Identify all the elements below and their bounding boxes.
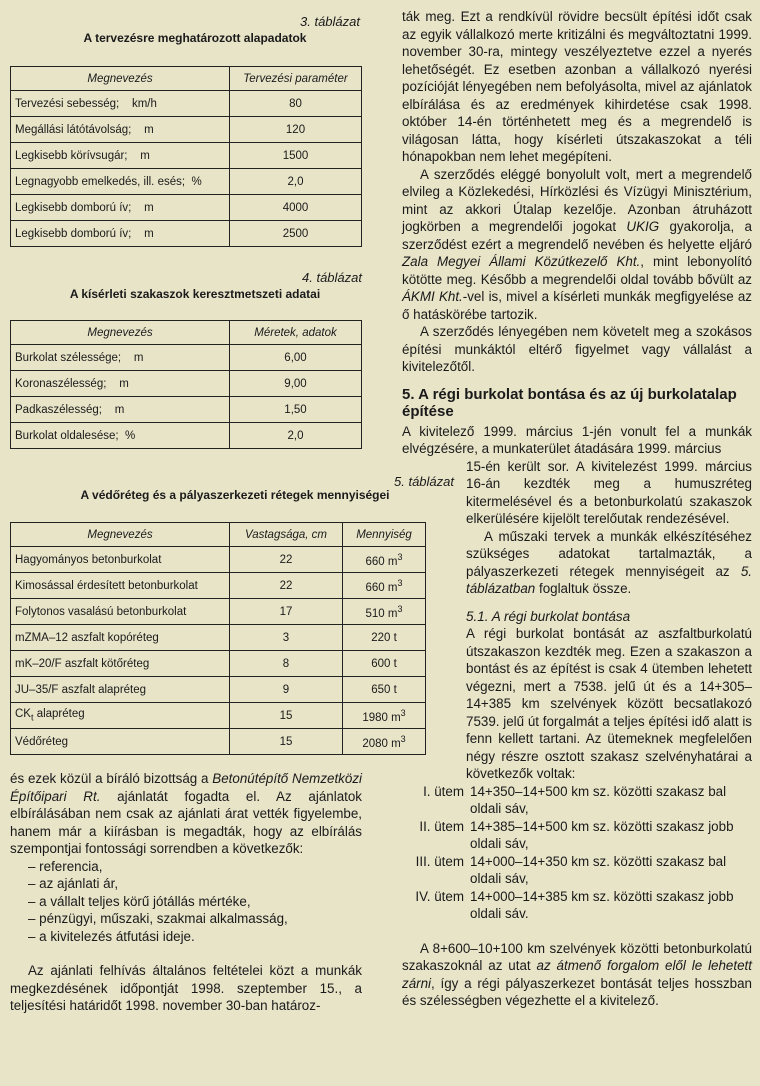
table-row	[11, 221, 362, 247]
table-cell: Védőréteg	[11, 729, 230, 755]
table-cell: 510 $m^3$	[343, 599, 426, 625]
table4-header: Megnevezés	[11, 321, 230, 345]
table-cell: 15	[230, 729, 343, 755]
table-row	[11, 397, 362, 423]
table-row	[11, 91, 362, 117]
table4-header-row	[11, 321, 362, 345]
table-cell: Koronaszélesség; m	[11, 371, 230, 397]
table-cell: 650 t	[343, 677, 426, 703]
table-cell: 2,0	[230, 169, 362, 195]
table3-title: A tervezésre meghatározott alapadatok	[83, 31, 307, 45]
table-cell: 1,50	[230, 397, 362, 423]
table4-number: 4. táblázat	[302, 270, 362, 285]
paragraph: 15-én került sor. A kivitelezést 1999. március 16-án kezdték meg a humuszréteg kitermelésével és a betonburkolatú szakaszok elkerülésére kijelölt terelőutak rendezésével.	[466, 458, 752, 526]
table-cell: 22	[230, 573, 343, 599]
table4	[10, 320, 362, 449]
table-row	[11, 651, 426, 677]
table5	[10, 522, 426, 755]
right-column-text	[402, 8, 752, 1010]
table-row	[11, 371, 362, 397]
table-cell: 1980 $m^3$	[343, 703, 426, 729]
table-cell: 22	[230, 547, 343, 573]
table3-header: Tervezési paraméter	[230, 67, 362, 91]
table-row	[11, 599, 426, 625]
section-heading: 5. A régi burkolat bontása és az új burkolatalap építése	[402, 385, 737, 420]
paragraph: ták meg. Ezt a rendkívül rövidre becsült építési időt csak az egyik vállalkozó merte kritizálni és megváltoztatni 1999. november 30-ra, mintegy veszélyeztetve ezzel a nyerés lehetőségét. Ez esetben azonban a vállalkozó nyerési pozícióját lényegében nem befolyásolta, mivel az ajánlatok elbírálása és az eredmények kihirdetése csak 1998. október 14-én történhetett meg és a megrendelő is világosan látta, hogy kísérleti útszakaszokat a téli hónapokban nem lehet megépíteni.	[402, 9, 752, 164]
table5-number: 5. táblázat	[394, 474, 454, 489]
table-cell: 600 t	[343, 651, 426, 677]
table5-header: Mennyiség	[343, 523, 426, 547]
table-cell: 3	[230, 625, 343, 651]
stage-item: IV. ütem 14+000–14+385 km sz. közötti szakasz jobb oldali sáv.	[415, 888, 734, 921]
table-cell: 2,0	[230, 423, 362, 449]
table-cell: 660 $m^3$	[343, 547, 426, 573]
table-row	[11, 703, 426, 729]
table-cell: Kimosással érdesített betonburkolat	[11, 573, 230, 599]
table5-title: A védőréteg és a pályaszerkezeti rétegek mennyiségei	[80, 488, 390, 502]
table-cell: Legkisebb domború ív; m	[11, 195, 230, 221]
list-item: – pénzügyi, műszaki, szakmai alkalmasság,	[28, 911, 288, 926]
table-cell: Hagyományos betonburkolat	[11, 547, 230, 573]
table-cell: Burkolat szélessége; m	[11, 345, 230, 371]
table4-header: Méretek, adatok	[230, 321, 362, 345]
table-cell: $CK_t$ alapréteg	[11, 703, 230, 729]
table-cell: mZMA–12 aszfalt kopóréteg	[11, 625, 230, 651]
table-cell: 17	[230, 599, 343, 625]
table5-header: Vastagsága, cm	[230, 523, 343, 547]
table-cell: 2500	[230, 221, 362, 247]
table3-header-row	[11, 67, 362, 91]
table4-title: A kísérleti szakaszok keresztmetszeti adatai	[69, 287, 321, 301]
table-cell: 9,00	[230, 371, 362, 397]
table-cell: 1500	[230, 143, 362, 169]
paragraph: A kivitelező 1999. március 1-jén vonult fel a munkák elvégzésére, a munkaterület átadására 1999. március	[402, 423, 752, 456]
stage-item: II. ütem 14+385–14+500 km sz. közötti szakasz jobb oldali sáv,	[419, 818, 734, 851]
table-cell: Legkisebb körívsugár; m	[11, 143, 230, 169]
table-cell: Tervezési sebesség; km/h	[11, 91, 230, 117]
table5-header-row	[11, 523, 426, 547]
table-row	[11, 423, 362, 449]
list-item: – referencia,	[28, 858, 103, 874]
table-row	[11, 345, 362, 371]
subsection-heading: 5.1. A régi burkolat bontása	[466, 608, 631, 624]
left-column-text	[10, 770, 362, 1015]
paragraph: Az ajánlati felhívás általános feltételei közt a munkák megkezdésének időpontját 1998. szeptember 15., a teljesítési határidőt 1998. november 30-ban határoz-	[10, 963, 362, 1013]
table-cell: Legkisebb domború ív; m	[11, 221, 230, 247]
table-row	[11, 117, 362, 143]
table-cell: Megállási látótávolság; m	[11, 117, 230, 143]
table-cell: 15	[230, 703, 343, 729]
table-cell: 80	[230, 91, 362, 117]
stage-item: I. ütem 14+350–14+500 km sz. közötti szakasz bal oldali sáv,	[423, 783, 727, 816]
table3-number: 3. táblázat	[300, 14, 360, 29]
table3	[10, 66, 362, 247]
table-row	[11, 625, 426, 651]
table-cell: JU–35/F aszfalt alapréteg	[11, 677, 230, 703]
table-row	[11, 729, 426, 755]
table3-header: Megnevezés	[11, 67, 230, 91]
table-cell: Burkolat oldalesése; %	[11, 423, 230, 449]
table-cell: 4000	[230, 195, 362, 221]
paragraph: A szerződés lényegében nem követelt meg a szokásos építési munkáktól eltérő figyelmet vagy vállalást a kivitelezőtől.	[402, 324, 752, 374]
table-cell: Padkaszélesség; m	[11, 397, 230, 423]
stage-item: III. ütem 14+000–14+350 km sz. közötti szakasz bal oldali sáv,	[415, 853, 727, 886]
table-cell: mK–20/F aszfalt kötőréteg	[11, 651, 230, 677]
criteria-list	[10, 858, 362, 946]
table5-header: Megnevezés	[11, 523, 230, 547]
table-cell: 6,00	[230, 345, 362, 371]
list-item: – a kivitelezés átfutási ideje.	[28, 928, 195, 944]
table-cell: Legnagyobb emelkedés, ill. esés; %	[11, 169, 230, 195]
table-row	[11, 143, 362, 169]
table-row	[11, 677, 426, 703]
list-item: – az ajánlati ár,	[28, 876, 119, 891]
table-cell: 120	[230, 117, 362, 143]
paragraph: A 8+600–10+100 km szelvények közötti betonburkolatú szakaszoknál az utat az átmenő forgalom elől le lehetett zárni, így a régi pályaszerkezet bontását teljes hosszban és szélességben végezhette el a kivitelező.	[402, 940, 752, 1008]
list-item: – a vállalt teljes körű jótállás mértéke,	[28, 893, 251, 909]
table-cell: 9	[230, 677, 343, 703]
table-row	[11, 573, 426, 599]
table-cell: Folytonos vasalású betonburkolat	[11, 599, 230, 625]
paragraph: A műszaki tervek a munkák elkészítéséhez szükséges adatokat tartalmazták, a pályaszerkezeti rétegek mennyiségeit az 5. táblázatban foglaltuk össze.	[466, 528, 752, 596]
table-cell: 8	[230, 651, 343, 677]
table-cell: 220 t	[343, 625, 426, 651]
table-row	[11, 547, 426, 573]
paragraph: A szerződés eléggé bonyolult volt, mert a megrendelő elvileg a Közlekedési, Hírközlési és Vízügyi Minisztérium, mint az akkori Útalap kezelője. Azonban átruházott jogkörben a megrendelői jogokat UKIG gyakorolja, a szerződést ezért a megrendelő nevében és helyette eljáró Zala Megyei Állami Közútkezelő Kht., mint lebonyolító kötötte meg. Később a megrendelői oldal tovább bővült az ÁKMI Kht.-vel is, mivel a kísérleti munkák megfigyelése az ő hatáskörébe tartozik.	[402, 166, 753, 322]
table-cell: 2080 $m^3$	[343, 729, 426, 755]
paragraph: A régi burkolat bontását az aszfaltburkolatú útszakaszon kezdték meg. Ezen a szakaszon a bontást és az építést is csak 4 ütemben lehetett végezni, mert a 7538. jelű út és a 14+305–14+385 km szelvények között becsatlakozó 7539. jelű út forgalmát a teljes építési idő alatt is fenn kellett tartani. Az ütemeknek megfelelően négy részre osztott szakasz szelvényhatárai a következők voltak:	[466, 626, 752, 781]
stages-list	[402, 783, 752, 923]
paragraph: és ezek közül a bíráló bizottság a Betonútépítő Nemzetközi Építőipari Rt. ajánlatát fogadta el. Az ajánlatok elbírálásában nem csak az ajánlati árat vették figyelembe, hanem már a kiírásban is megadták, hogy az elbírálás szempontjai fontossági sorrendben a következők:	[10, 771, 362, 856]
table-cell: 660 $m^3$	[343, 573, 426, 599]
table-row	[11, 195, 362, 221]
table-row	[11, 169, 362, 195]
